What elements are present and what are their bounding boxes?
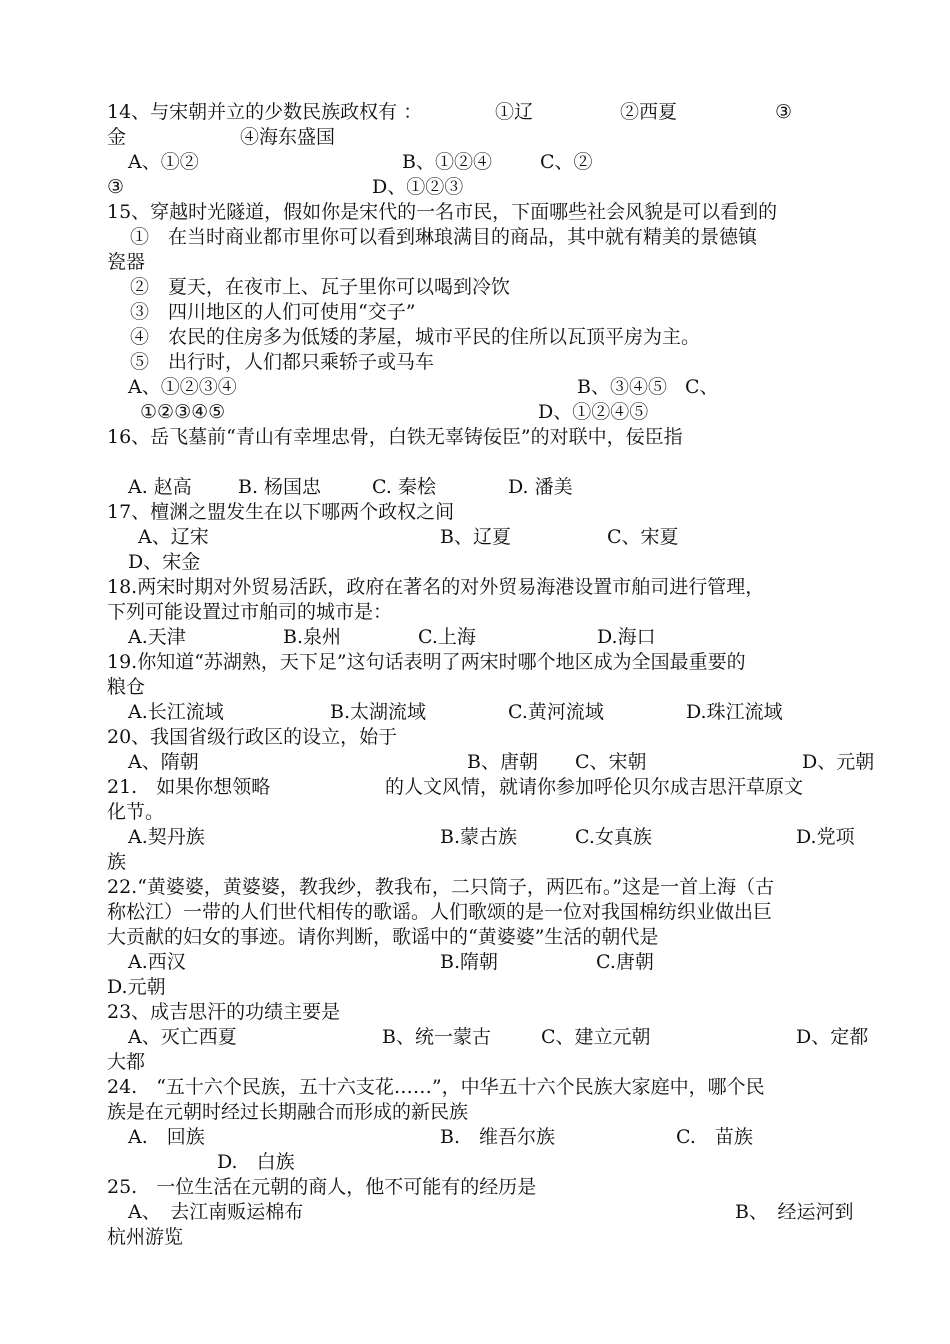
- q19-option-c: C.黄河流域: [508, 701, 604, 723]
- q15-item-1: ① 在当时商业都市里你可以看到琳琅满目的商品，其中就有精美的景德镇: [130, 226, 758, 248]
- q17-option-a: A、辽宋: [138, 526, 209, 548]
- q24-option-a: A. 回族: [128, 1126, 205, 1148]
- q15-item-3: ③ 四川地区的人们可使用“交子”: [130, 301, 416, 323]
- q18-option-a: A.天津: [128, 626, 186, 648]
- q19-stem: 19.你知道“苏湖熟，天下足”这句话表明了两宋时哪个地区成为全国最重要的: [107, 651, 746, 673]
- q18-option-b: B.泉州: [283, 626, 342, 648]
- q19-option-b: B.太湖流域: [330, 701, 427, 723]
- q21-option-d: D.党项: [796, 826, 855, 848]
- q22-option-d: D.元朝: [107, 976, 166, 998]
- q22-option-a: A.西汉: [128, 951, 186, 973]
- q19-option-a: A.长江流域: [128, 701, 224, 723]
- q18-stem-cont: 下列可能设置过市舶司的城市是：: [107, 601, 393, 623]
- q14-item-3: ③: [775, 101, 793, 123]
- q14-option-c: C、②: [540, 151, 593, 173]
- q23-option-b: B、统一蒙古: [382, 1026, 491, 1048]
- q23-stem: 23、成吉思汗的功绩主要是: [107, 1001, 341, 1023]
- q20-option-b: B、唐朝: [467, 751, 538, 773]
- q14-stem: 14、与宋朝并立的少数民族政权有 ：: [107, 101, 423, 123]
- q22-option-c: C.唐朝: [596, 951, 654, 973]
- q14-item-1: ①辽: [495, 101, 534, 123]
- q22-stem-cont-1: 称松江）一带的人们世代相传的歌谣。人们歌颂的是一位对我国棉纺织业做出巨: [107, 901, 773, 923]
- q16-option-a: A. 赵高: [128, 476, 192, 498]
- q20-stem: 20、我国省级行政区的设立，始于: [107, 726, 398, 748]
- q25-option-a: A、 去江南贩运棉布: [128, 1201, 304, 1223]
- q15-item-4: ④ 农民的住房多为低矮的茅屋，城市平民的住所以瓦顶平房为主。: [130, 326, 701, 348]
- q18-stem: 18.两宋时期对外贸易活跃，政府在著名的对外贸易海港设置市舶司进行管理，: [107, 576, 765, 598]
- q20-option-d: D、元朝: [802, 751, 875, 773]
- q15-option-c-cont: ①②③④⑤: [140, 401, 226, 423]
- q24-option-b: B. 维吾尔族: [440, 1126, 556, 1148]
- q15-item-1-cont: 瓷器: [107, 251, 146, 273]
- q16-option-b: B. 杨国忠: [238, 476, 322, 498]
- q22-stem-cont-2: 大贡献的妇女的事迹。请你判断，歌谣中的“黄婆婆”生活的朝代是: [107, 926, 659, 948]
- q15-option-c: C、: [685, 376, 719, 398]
- q24-stem-cont: 族是在元朝时经过长期融合而形成的新民族: [107, 1101, 469, 1123]
- q23-option-d-cont: 大都: [107, 1051, 146, 1073]
- q21-option-a: A.契丹族: [128, 826, 205, 848]
- q23-option-a: A、灭亡西夏: [128, 1026, 237, 1048]
- q24-stem: 24. “五十六个民族，五十六支花……”，中华五十六个民族大家庭中，哪个民: [107, 1076, 765, 1098]
- q14-option-b: B、①②④: [402, 151, 492, 173]
- q25-option-b-cont: 杭州游览: [107, 1226, 184, 1248]
- q17-stem: 17、檀渊之盟发生在以下哪两个政权之间: [107, 501, 455, 523]
- q14-item-2: ②西夏: [620, 101, 678, 123]
- q23-option-c: C、建立元朝: [541, 1026, 651, 1048]
- q19-option-d: D.珠江流域: [686, 701, 783, 723]
- q24-option-c: C. 苗族: [676, 1126, 753, 1148]
- q20-option-a: A、隋朝: [128, 751, 199, 773]
- q21-stem-after-blank: 的人文风情，就请你参加呼伦贝尔成吉思汗草原文: [385, 776, 804, 798]
- q16-option-d: D. 潘美: [508, 476, 573, 498]
- q22-stem: 22.“黄婆婆，黄婆婆，教我纱，教我布，二只筒子，两匹布。”这是一首上海（古: [107, 876, 775, 898]
- q21-option-d-cont: 族: [107, 851, 127, 873]
- q17-option-d: D、宋金: [128, 551, 201, 573]
- q14-option-a: A、①②: [128, 151, 199, 173]
- q15-option-a: A、①②③④: [128, 376, 237, 398]
- q14-item-4: ④海东盛国: [240, 126, 336, 148]
- q15-option-b: B、③④⑤: [577, 376, 667, 398]
- q24-option-d: D. 白族: [217, 1151, 295, 1173]
- q22-option-b: B.隋朝: [440, 951, 499, 973]
- q17-option-b: B、辽夏: [440, 526, 511, 548]
- q17-option-c: C、宋夏: [607, 526, 679, 548]
- q15-option-d: D、①②④⑤: [538, 401, 649, 423]
- q15-stem: 15、穿越时光隧道，假如你是宋代的一名市民，下面哪些社会风貌是可以看到的: [107, 201, 778, 223]
- q18-option-d: D.海口: [597, 626, 656, 648]
- q21-stem-cont: 化节。: [107, 801, 165, 823]
- q25-option-b: B、 经运河到: [735, 1201, 854, 1223]
- q25-stem: 25. 一位生活在元朝的商人，他不可能有的经历是: [107, 1176, 537, 1198]
- q21-option-b: B.蒙古族: [440, 826, 518, 848]
- q16-stem: 16、岳飞墓前“青山有幸埋忠骨，白铁无辜铸佞臣”的对联中，佞臣指: [107, 426, 683, 448]
- q21-option-c: C.女真族: [575, 826, 652, 848]
- q19-stem-cont: 粮仓: [107, 676, 146, 698]
- q15-item-5: ⑤ 出行时，人们都只乘轿子或马车: [130, 351, 435, 373]
- q14-item-3-cont: 金: [107, 126, 127, 148]
- q23-option-d: D、定都: [796, 1026, 869, 1048]
- q18-option-c: C.上海: [418, 626, 476, 648]
- q15-item-2: ② 夏天，在夜市上、瓦子里你可以喝到冷饮: [130, 276, 511, 298]
- q20-option-c: C、宋朝: [575, 751, 647, 773]
- q14-option-d: D、①②③: [372, 176, 464, 198]
- q16-option-c: C. 秦桧: [372, 476, 436, 498]
- q14-option-c-cont: ③: [107, 176, 125, 198]
- q21-stem: 21. 如果你想领略: [107, 776, 271, 798]
